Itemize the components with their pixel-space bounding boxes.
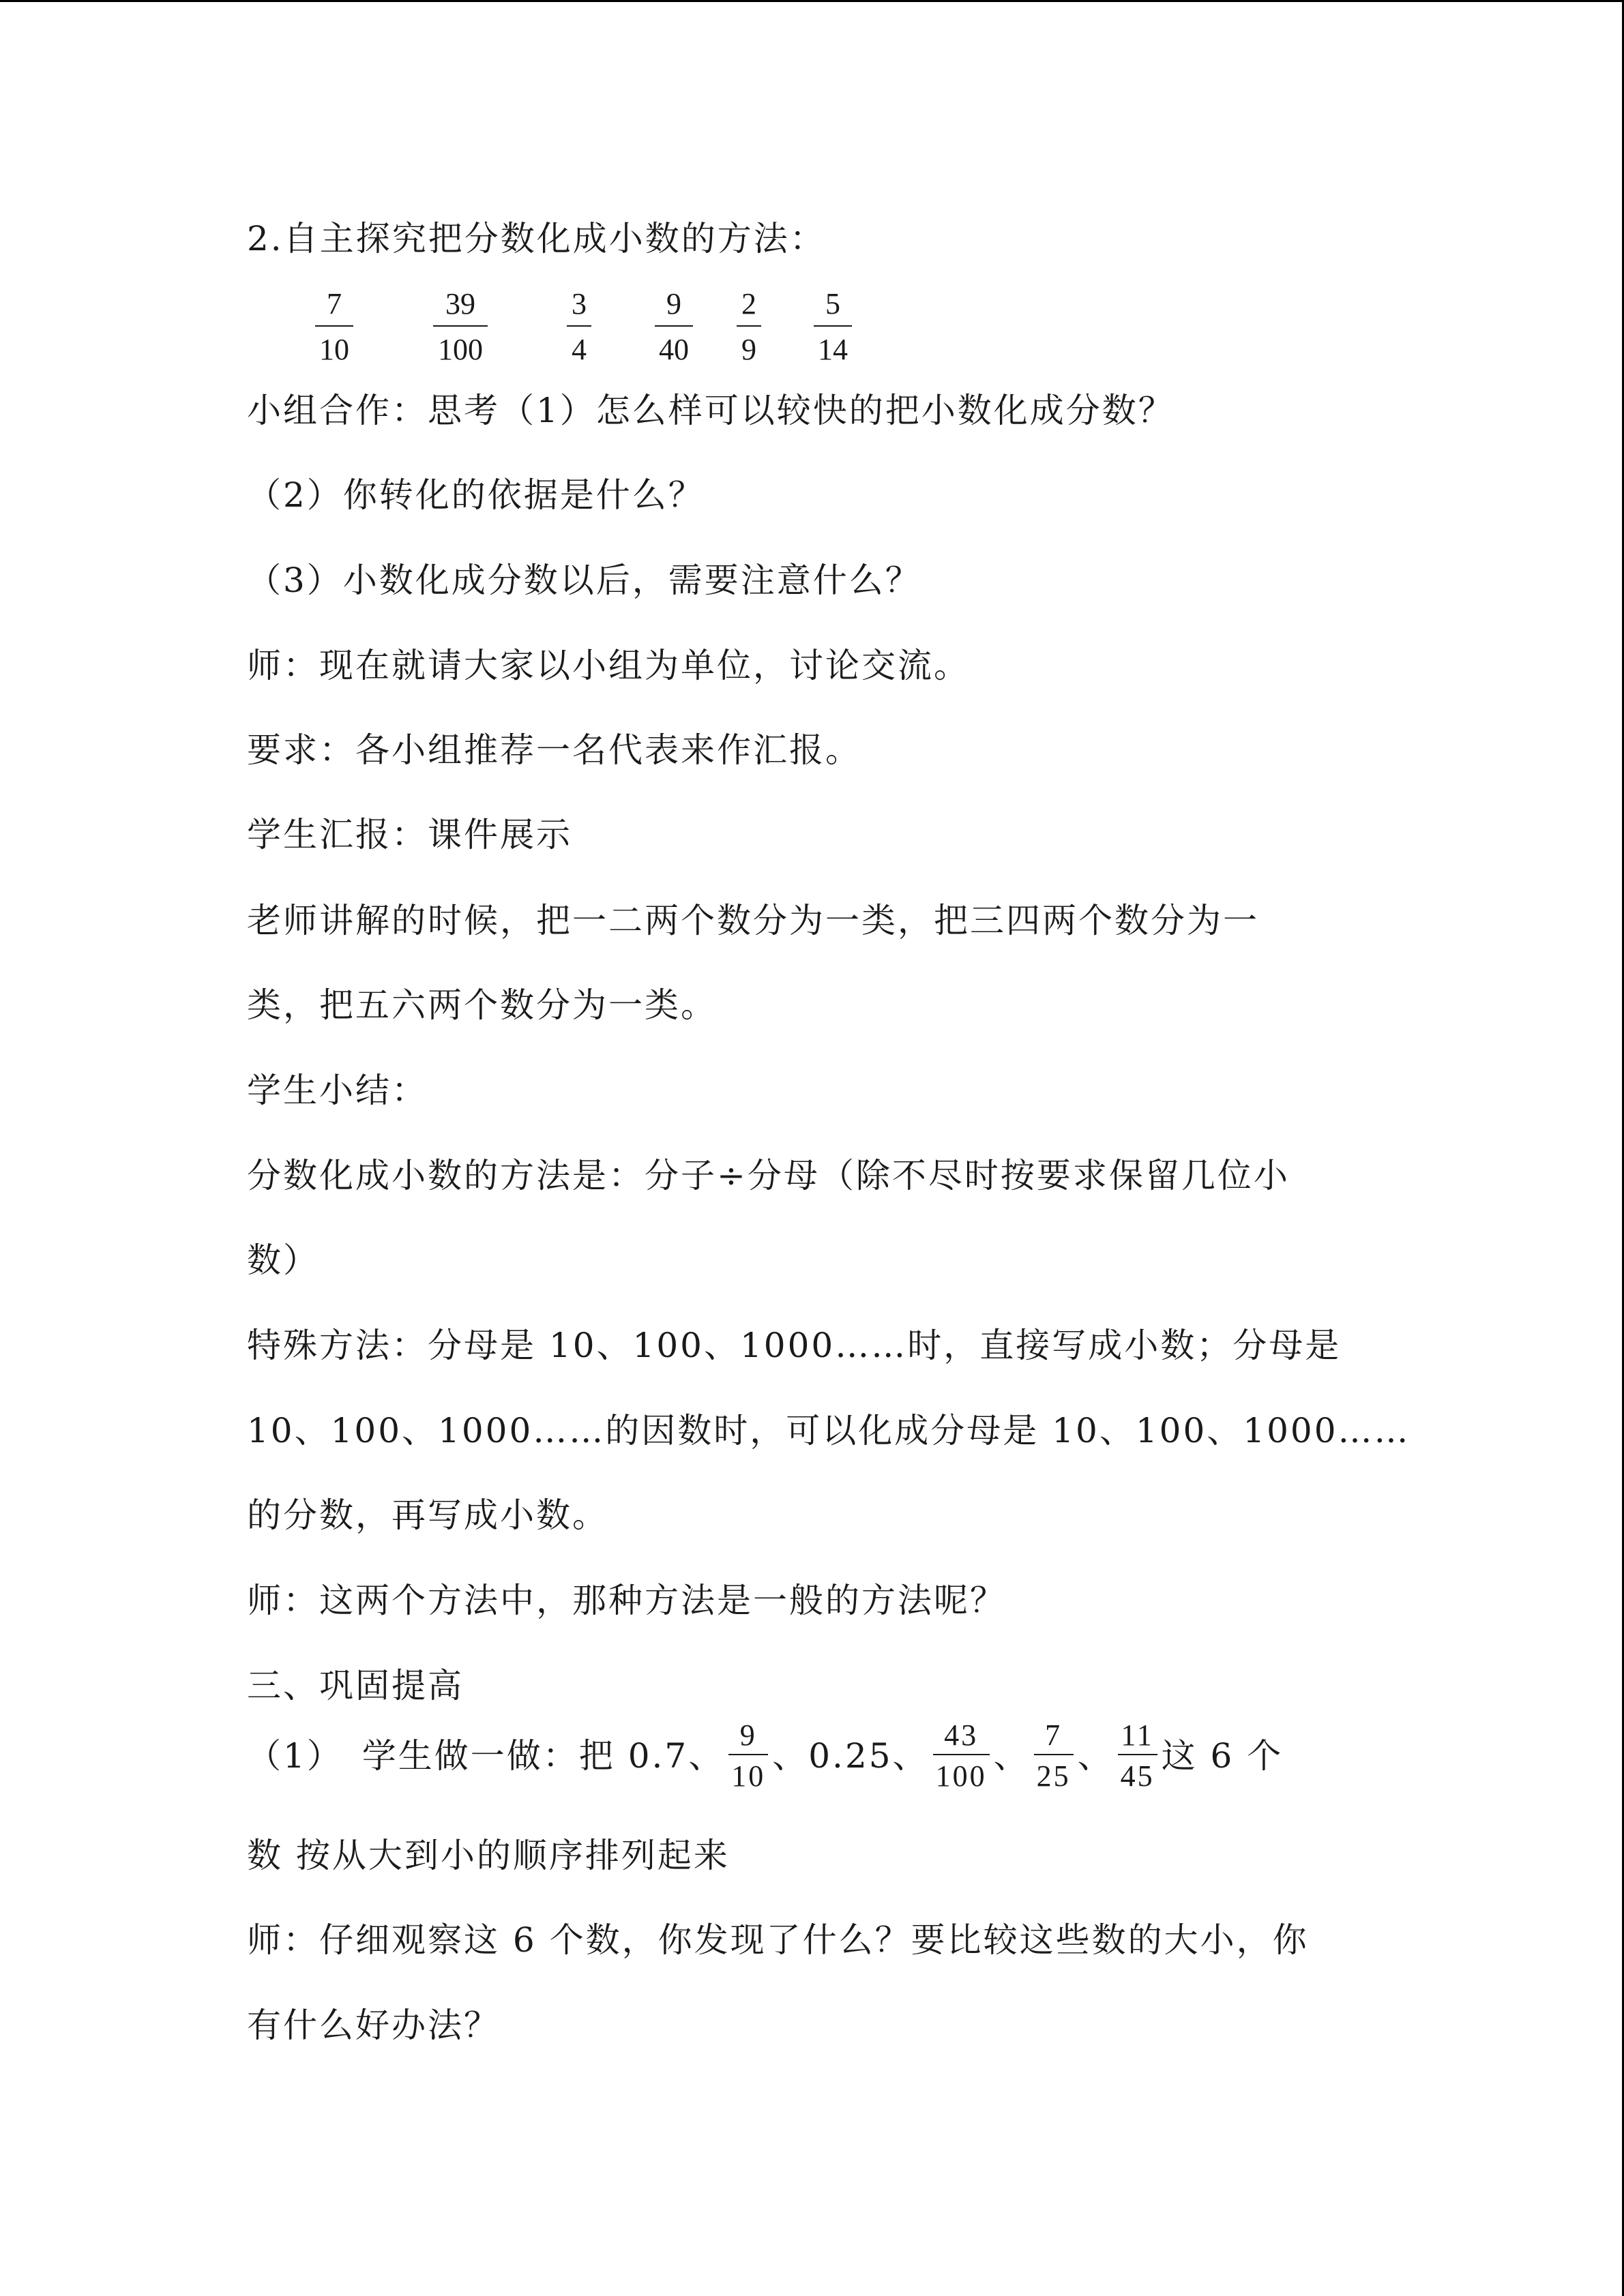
section-heading: 2.自主探究把分数化成小数的方法： <box>247 219 826 258</box>
fraction-3-4 <box>567 285 591 369</box>
numerator: 7 <box>327 287 342 320</box>
denominator: 10 <box>319 333 349 366</box>
text-line: 有什么好办法？ <box>247 2006 500 2045</box>
text-line: 小组合作：思考（1）怎么样可以较快的把小数化成分数？ <box>247 391 1175 430</box>
text-line: 数） <box>247 1240 319 1280</box>
denominator: 40 <box>659 333 689 366</box>
text-line: 数 按从大到小的顺序排列起来 <box>247 1836 730 1875</box>
fraction-2-9 <box>737 285 761 369</box>
text-line: 师：仔细观察这 6 个数，你发现了什么？要比较这些数的大小，你 <box>247 1920 1309 1960</box>
text-line: 特殊方法：分母是 10、100、1000……时，直接写成小数；分母是 <box>247 1326 1342 1365</box>
denominator: 14 <box>818 333 848 366</box>
text-line: 学生汇报：课件展示 <box>247 815 572 854</box>
numerator: 5 <box>825 287 840 320</box>
fraction-9-40 <box>655 285 693 369</box>
text-line: （2）你转化的依据是什么？ <box>247 475 705 515</box>
exercise-prefix: （1） 学生做一做：把 0.7、 <box>247 1736 725 1776</box>
fraction-43-100: $\frac{43}{100}$ <box>933 1718 990 1793</box>
exercise-separator: 、 <box>1077 1736 1114 1776</box>
denominator: 4 <box>572 333 587 366</box>
text-line: 师：现在就请大家以小组为单位，讨论交流。 <box>247 646 970 685</box>
exercise-suffix: 这 6 个 <box>1161 1736 1284 1776</box>
text-line: 类，把五六两个数分为一类。 <box>247 985 717 1025</box>
section-heading: 三、巩固提高 <box>247 1666 464 1705</box>
text-line: 要求：各小组推荐一名代表来作汇报。 <box>247 730 861 770</box>
page-top-border <box>0 0 1624 2</box>
denominator: 100 <box>438 333 483 366</box>
numerator: 39 <box>445 287 475 320</box>
numerator: 3 <box>572 287 587 320</box>
fraction-11-45: $\frac{11}{45}$ <box>1118 1718 1157 1793</box>
text-line: 10、100、1000……的因数时，可以化成分母是 10、100、1000…… <box>247 1411 1411 1450</box>
numerator: 9 <box>666 287 681 320</box>
text-line: 的分数，再写成小数。 <box>247 1495 608 1535</box>
text-line: 老师讲解的时候，把一二两个数分为一类，把三四两个数分为一 <box>247 901 1259 940</box>
text-line: （3）小数化成分数以后，需要注意什么？ <box>247 561 921 600</box>
text-line: 学生小结： <box>247 1071 428 1110</box>
exercise-line <box>247 1705 1283 1807</box>
exercise-separator: 、0.25、 <box>772 1736 929 1776</box>
denominator: 9 <box>741 333 756 366</box>
numerator: 2 <box>741 287 756 320</box>
fraction-9-10: $\frac{9}{10}$ <box>728 1718 768 1793</box>
fraction-7-10 <box>315 285 353 369</box>
fraction-39-100 <box>433 285 488 369</box>
text-line: 分数化成小数的方法是：分子÷分母（除不尽时按要求保留几位小 <box>247 1156 1290 1195</box>
exercise-separator: 、 <box>993 1736 1030 1776</box>
fraction-5-14 <box>814 285 852 369</box>
text-line: 师：这两个方法中，那种方法是一般的方法呢？ <box>247 1581 1006 1620</box>
fraction-7-25: $\frac{7}{25}$ <box>1034 1718 1074 1793</box>
